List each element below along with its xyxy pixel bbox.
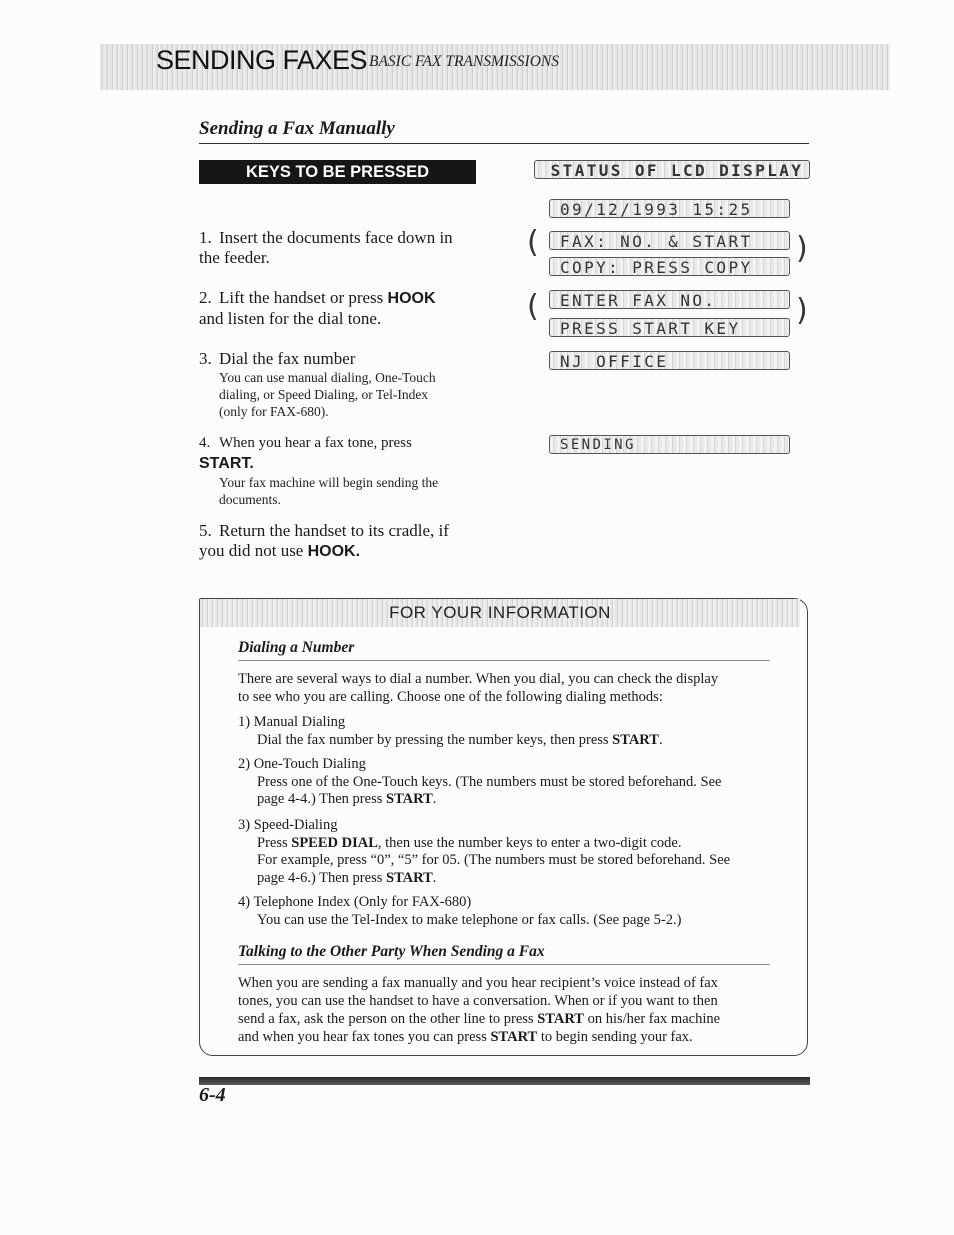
lcd-sending: SENDING bbox=[549, 435, 790, 454]
step-3: 3. Dial the fax number You can use manual dialing, One-Touch dialing, or Speed Dialing, or Tel-Index (only for FAX-680). bbox=[199, 349, 436, 419]
lcd-copy-press-copy: COPY: PRESS COPY bbox=[549, 257, 790, 276]
alternating-bracket-right-icon: ) bbox=[796, 231, 808, 266]
chapter-title: SENDING FAXES bbox=[156, 45, 368, 75]
hook-key-label: HOOK bbox=[307, 543, 356, 560]
step-1: 1. Insert the documents face down in the feeder. bbox=[199, 228, 453, 267]
start-key-label: START. bbox=[199, 455, 254, 472]
hook-key-label: HOOK bbox=[387, 290, 436, 307]
step-5: 5. Return the handset to its cradle, if you did not use HOOK. bbox=[199, 521, 449, 560]
page-number: 6-4 bbox=[199, 1084, 226, 1106]
method-telephone-index: 4) Telephone Index (Only for FAX-680) You can use the Tel-Index to make telephone or fax calls. (See page 5-2.) bbox=[238, 894, 682, 928]
section-title: Sending a Fax Manually bbox=[199, 118, 395, 139]
talking-subtitle: Talking to the Other Party When Sending a Fax bbox=[238, 943, 545, 960]
lcd-datetime: 09/12/1993 15:25 bbox=[549, 199, 790, 218]
method-one-touch-dialing: 2) One-Touch Dialing Press one of the One-Touch keys. (The numbers must be stored beforehand. See page 4-4.) Then press START. bbox=[238, 756, 722, 807]
alternating-bracket-left-icon: ( bbox=[527, 289, 539, 324]
method-speed-dialing: 3) Speed-Dialing Press SPEED DIAL, then use the number keys to enter a two-digit code. For example, press “0”, “5” for 05. (The numbers must be stored beforehand. See page 4-6.) Then press START. bbox=[238, 817, 731, 886]
alternating-bracket-left-icon: ( bbox=[527, 225, 539, 260]
lcd-press-start-key: PRESS START KEY bbox=[549, 318, 790, 337]
dialing-divider bbox=[238, 660, 770, 661]
talking-divider bbox=[238, 964, 770, 965]
section-divider bbox=[199, 143, 809, 144]
lcd-station-id: NJ OFFICE bbox=[549, 351, 790, 370]
keys-to-be-pressed-heading: KEYS TO BE PRESSED bbox=[199, 160, 476, 184]
step-2: 2. Lift the handset or press HOOK and listen for the dial tone. bbox=[199, 288, 436, 328]
dialing-intro: There are several ways to dial a number. When you dial, you can check the display to see who you are calling. Choose one of the following dialing methods: bbox=[238, 671, 719, 705]
step-4: 4. When you hear a fax tone, press START. Your fax machine will begin sending the documents. bbox=[199, 435, 439, 507]
chapter-subtitle: BASIC FAX TRANSMISSIONS bbox=[369, 53, 560, 70]
lcd-enter-fax-no: ENTER FAX NO. bbox=[549, 290, 790, 309]
lcd-display-heading: STATUS OF LCD DISPLAY bbox=[534, 160, 810, 179]
alternating-bracket-right-icon: ) bbox=[796, 293, 808, 328]
dialing-subtitle: Dialing a Number bbox=[238, 639, 355, 656]
lcd-fax-no-start: FAX: NO. & START bbox=[549, 231, 790, 250]
info-box-heading: FOR YOUR INFORMATION bbox=[200, 599, 800, 627]
talking-paragraph: When you are sending a fax manually and you hear recipient’s voice instead of fax tones, you can use the handset to have a conversation. When or if you want to then send a fax, ask the person on the other line to press START on his/her fax machine and when you hear fax tones you can press START to begin sending your fax. bbox=[238, 975, 721, 1045]
footer-bar bbox=[199, 1077, 810, 1085]
method-manual-dialing: 1) Manual Dialing Dial the fax number by pressing the number keys, then press START. bbox=[238, 714, 663, 748]
